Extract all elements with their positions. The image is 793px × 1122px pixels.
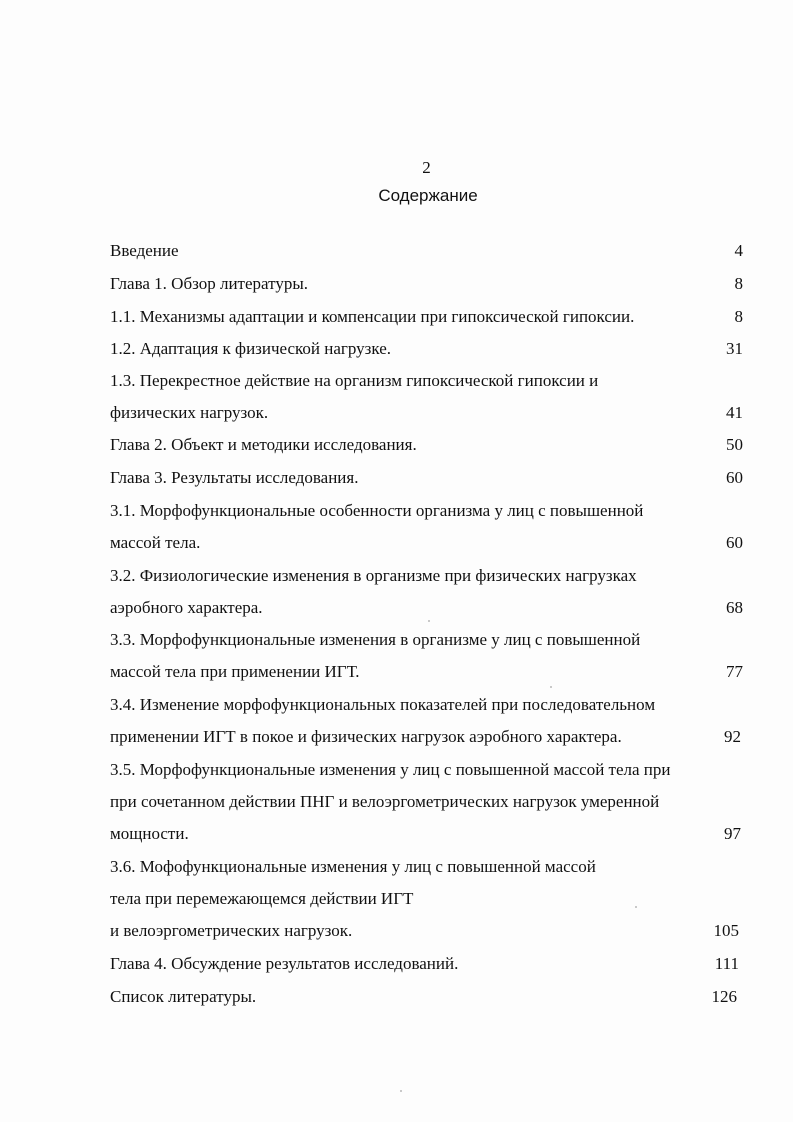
toc-entry-text: 1.2. Адаптация к физической нагрузке. (110, 339, 392, 358)
toc-entry-page: 8 (734, 307, 743, 326)
toc-entry-page: 8 (734, 274, 743, 293)
toc-entry-text: 1.1. Механизмы адаптации и компенсации при гипоксической гипоксии. (110, 307, 635, 326)
toc-entry-text: 3.3. Морфофункциональные изменения в организме у лиц с повышенной (110, 630, 641, 649)
toc-entry-text: массой тела. (110, 533, 201, 552)
toc-entry-text: 1.3. Перекрестное действие на организм гипоксической гипоксии и (110, 371, 599, 390)
toc-entry-page: 105 (713, 921, 739, 940)
toc-entry-text: при сочетанном действии ПНГ и велоэргометрических нагрузок умеренной (110, 792, 660, 811)
toc-entry-text: 3.5. Морфофункциональные изменения у лиц с повышенной массой тела при (110, 760, 671, 779)
toc-entry-text: мощности. (110, 824, 189, 843)
toc-entry-text: Глава 4. Обсуждение результатов исследований. (110, 954, 459, 973)
toc-entry-text: Глава 3. Результаты исследования. (110, 468, 359, 487)
scan-speck (400, 1090, 402, 1092)
toc-entry-page: 41 (726, 403, 743, 422)
scan-speck (635, 906, 637, 908)
toc-entry-text: аэробного характера. (110, 598, 263, 617)
toc-entry-page: 4 (734, 241, 743, 260)
toc-entry-text: физических нагрузок. (110, 403, 269, 422)
toc-entry-page: 60 (726, 468, 743, 487)
toc-entry-page: 60 (726, 533, 743, 552)
toc-entry-text: Список литературы. (110, 987, 257, 1006)
toc-entry-text: массой тела при применении ИГТ. (110, 662, 360, 681)
toc-entry-page: 50 (726, 435, 743, 454)
toc-entry-page: 31 (726, 339, 743, 358)
toc-entry-page: 97 (724, 824, 741, 843)
scan-speck (550, 686, 552, 688)
toc-entry-text: 3.6. Мофофункциональные изменения у лиц с повышенной массой (110, 857, 596, 876)
scan-speck (428, 620, 430, 622)
toc-entry-text: Глава 2. Объект и методики исследования. (110, 435, 417, 454)
toc-entry-text: 3.1. Морфофункциональные особенности организма у лиц с повышенной (110, 501, 644, 520)
toc-entry-text: Глава 1. Обзор литературы. (110, 274, 309, 293)
toc-entry-text: тела при перемежающемся действии ИГТ (110, 889, 414, 908)
toc-entry-page: 68 (726, 598, 743, 617)
toc-entry-text: применении ИГТ в покое и физических нагрузок аэробного характера. (110, 727, 622, 746)
toc-entry-page: 126 (711, 987, 737, 1006)
toc-entry-page: 92 (724, 727, 741, 746)
toc-entry-text: 3.2. Физиологические изменения в организме при физических нагрузках (110, 566, 637, 585)
page-number: 2 (422, 158, 431, 177)
toc-entry-text: и велоэргометрических нагрузок. (110, 921, 353, 940)
toc-title: Содержание (378, 186, 478, 205)
toc-entry-text: Введение (110, 241, 179, 260)
toc-entry-text: 3.4. Изменение морфофункциональных показателей при последовательном (110, 695, 656, 714)
toc-entry-page: 77 (726, 662, 743, 681)
toc-entry-page: 111 (714, 954, 739, 973)
